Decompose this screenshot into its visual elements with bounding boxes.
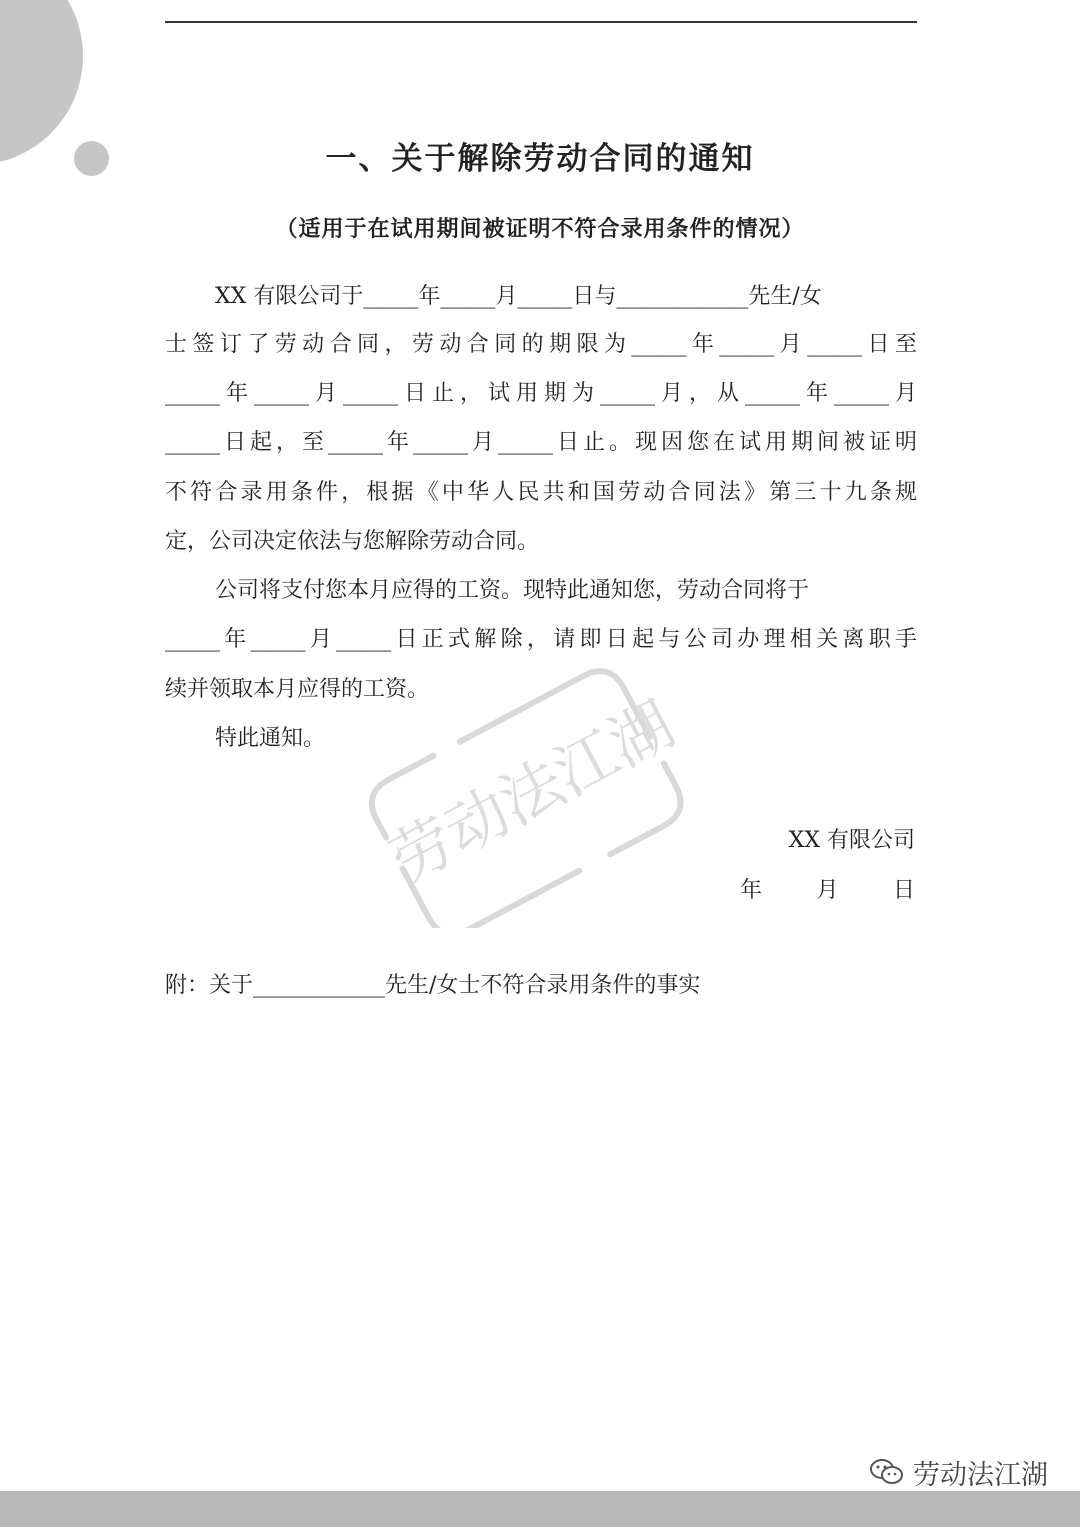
paragraph-2-line-2: _____年_____月_____日正式解除，请即日起与公司办理相关离职手 bbox=[165, 627, 917, 652]
paragraph-1-line-2: 士签订了劳动合同，劳动合同的期限为_____年_____月_____日至 bbox=[165, 332, 917, 357]
attachment-line: 附：关于____________先生/女士不符合录用条件的事实 bbox=[165, 973, 701, 998]
footer-brand bbox=[869, 1452, 1048, 1492]
document-subtitle: （适用于在试用期间被证明不符合录用条件的情况） bbox=[275, 216, 805, 242]
paragraph-2-line-3: 续并领取本月应得的工资。 bbox=[165, 677, 430, 702]
footer-brand-text: 劳动法江湖 bbox=[913, 1459, 1048, 1491]
signature-company: XX 有限公司 bbox=[788, 828, 915, 853]
watermark-stamp bbox=[345, 668, 725, 928]
paragraph-1-line-5: 不符合录用条件，根据《中华人民共和国劳动合同法》第三十九条规 bbox=[165, 480, 917, 505]
footer-band bbox=[0, 1491, 1080, 1527]
document-title: 一、关于解除劳动合同的通知 bbox=[325, 141, 755, 177]
signature-date-month: 月 bbox=[816, 878, 839, 903]
signature-date bbox=[740, 873, 915, 904]
paragraph-1-line-6: 定，公司决定依法与您解除劳动合同。 bbox=[165, 529, 540, 554]
closing-text: 特此通知。 bbox=[215, 726, 326, 751]
paragraph-1-line-4: _____日起，至_____年_____月_____日止。现因您在试用期间被证明 bbox=[165, 430, 917, 455]
wechat-icon bbox=[869, 1457, 905, 1487]
paragraph-1-line-3: _____年_____月_____日止，试用期为_____月，从_____年_____月 bbox=[165, 381, 917, 406]
signature-date-day: 日 bbox=[892, 878, 915, 903]
watermark-text: 劳动法江湖 bbox=[377, 687, 686, 898]
signature-date-year: 年 bbox=[740, 878, 763, 903]
paragraph-2-line-1: 公司将支付您本月应得的工资。现特此通知您，劳动合同将于 bbox=[215, 578, 810, 603]
paragraph-1-line-1: XX 有限公司于_____年_____月_____日与____________先生/女 bbox=[215, 284, 822, 309]
header-rule bbox=[165, 21, 917, 23]
